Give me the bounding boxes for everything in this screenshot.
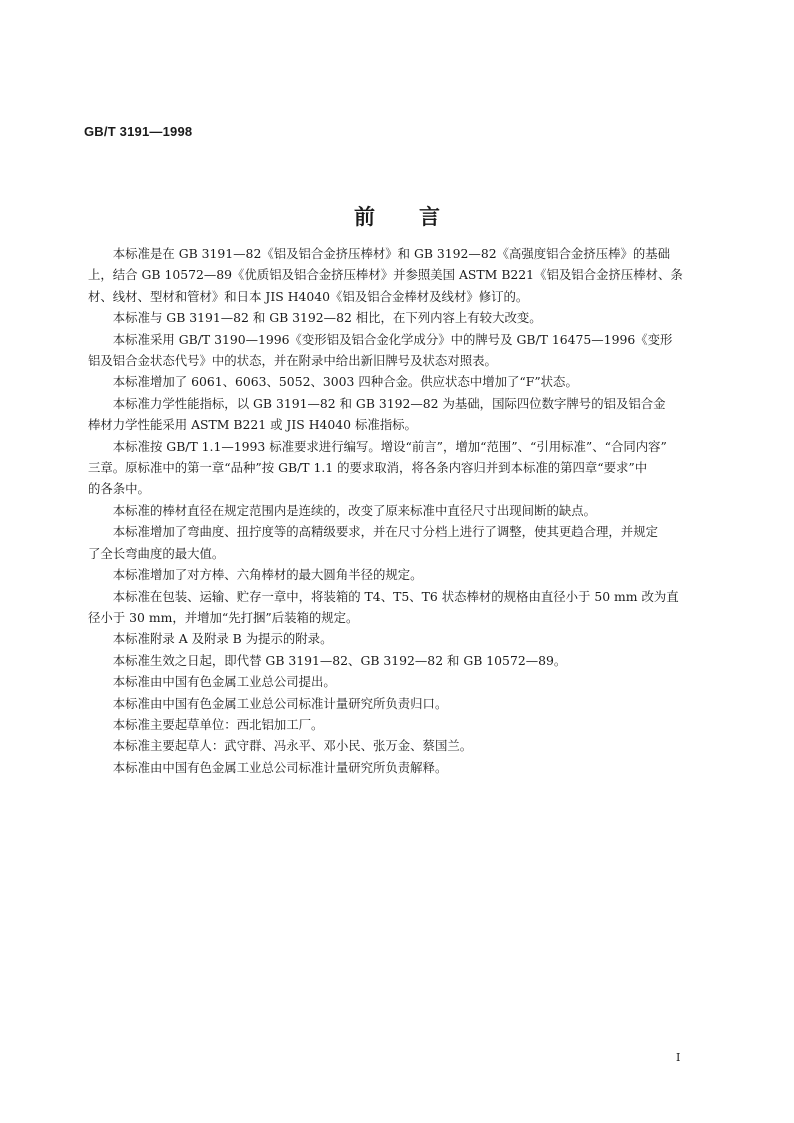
page-number: I [676,1051,681,1064]
foreword-body [88,243,710,778]
paragraph: 本标准由中国有色金属工业总公司提出。 [112,674,336,690]
paragraph: 本标准增加了弯曲度、扭拧度等的高精级要求，并在尺寸分档上进行了调整，使其更趋合理，并规定 了全长弯曲度的最大值。 [88,524,658,561]
paragraph: 本标准在包装、运输、贮存一章中，将装箱的 T4、T5、T6 状态棒材的规格由直径小于 50 mm 改为直 径小于 30 mm，并增加“先打捆”后装箱的规定。 [88,588,679,625]
page-title: 前言 [354,205,484,229]
paragraph: 本标准主要起草人：武守群、冯永平、邓小民、张万金、蔡国兰。 [112,738,473,754]
paragraph: 本标准力学性能指标，以 GB 3191—82 和 GB 3192—82 为基础，国际四位数字牌号的铝及铝合金 棒材力学性能采用 ASTM B221 或 JIS H4040 标准指标。 [88,395,666,433]
paragraph: 本标准按 GB/T 1.1—1993 标准要求进行编写。增设“前言”，增加“范围”、“引用标准”、“合同内容” 三章。原标准中的第一章“品种”按 GB/T 1.1 的要求取消，将各条内容归并到本标准的第四章“要求”中 的各条中。 [88,438,667,497]
paragraph: 本标准增加了对方棒、六角棒材的最大圆角半径的规定。 [112,567,423,583]
paragraph: 本标准生效之日起，即代替 GB 3191—82、GB 3192—82 和 GB 10572—89。 [112,652,567,668]
document-code: GB/T 3191—1998 [84,124,193,139]
paragraph: 本标准由中国有色金属工业总公司标准计量研究所负责解释。 [112,759,448,775]
paragraph: 本标准增加了 6061、6063、5052、3003 四种合金。供应状态中增加了“F”状态。 [112,374,578,390]
paragraph: 本标准由中国有色金属工业总公司标准计量研究所负责归口。 [112,695,448,711]
paragraph: 本标准附录 A 及附录 B 为提示的附录。 [112,631,333,647]
paragraph: 本标准与 GB 3191—82 和 GB 3192—82 相比，在下列内容上有较大改变。 [112,310,542,326]
paragraph: 本标准主要起草单位：西北铝加工厂。 [112,716,324,732]
paragraph: 本标准是在 GB 3191—82《铝及铝合金挤压棒材》和 GB 3192—82《高强度铝合金挤压棒》的基础 上，结合 GB 10572—89《优质铝及铝合金挤压棒材》并参照美国 ASTM B221《铝及铝合金挤压棒材、条 材、线材、型材和管材》和日本 JIS H4040《铝及铝合金棒材及线材》修订的。 [88,246,683,304]
paragraph: 本标准的棒材直径在规定范围内是连续的，改变了原来标准中直径尺寸出现间断的缺点。 [112,502,597,518]
paragraph: 本标准采用 GB/T 3190—1996《变形铝及铝合金化学成分》中的牌号及 GB/T 16475—1996《变形 铝及铝合金状态代号》中的状态，并在附录中给出新旧牌号及状态对照表。 [88,331,673,369]
